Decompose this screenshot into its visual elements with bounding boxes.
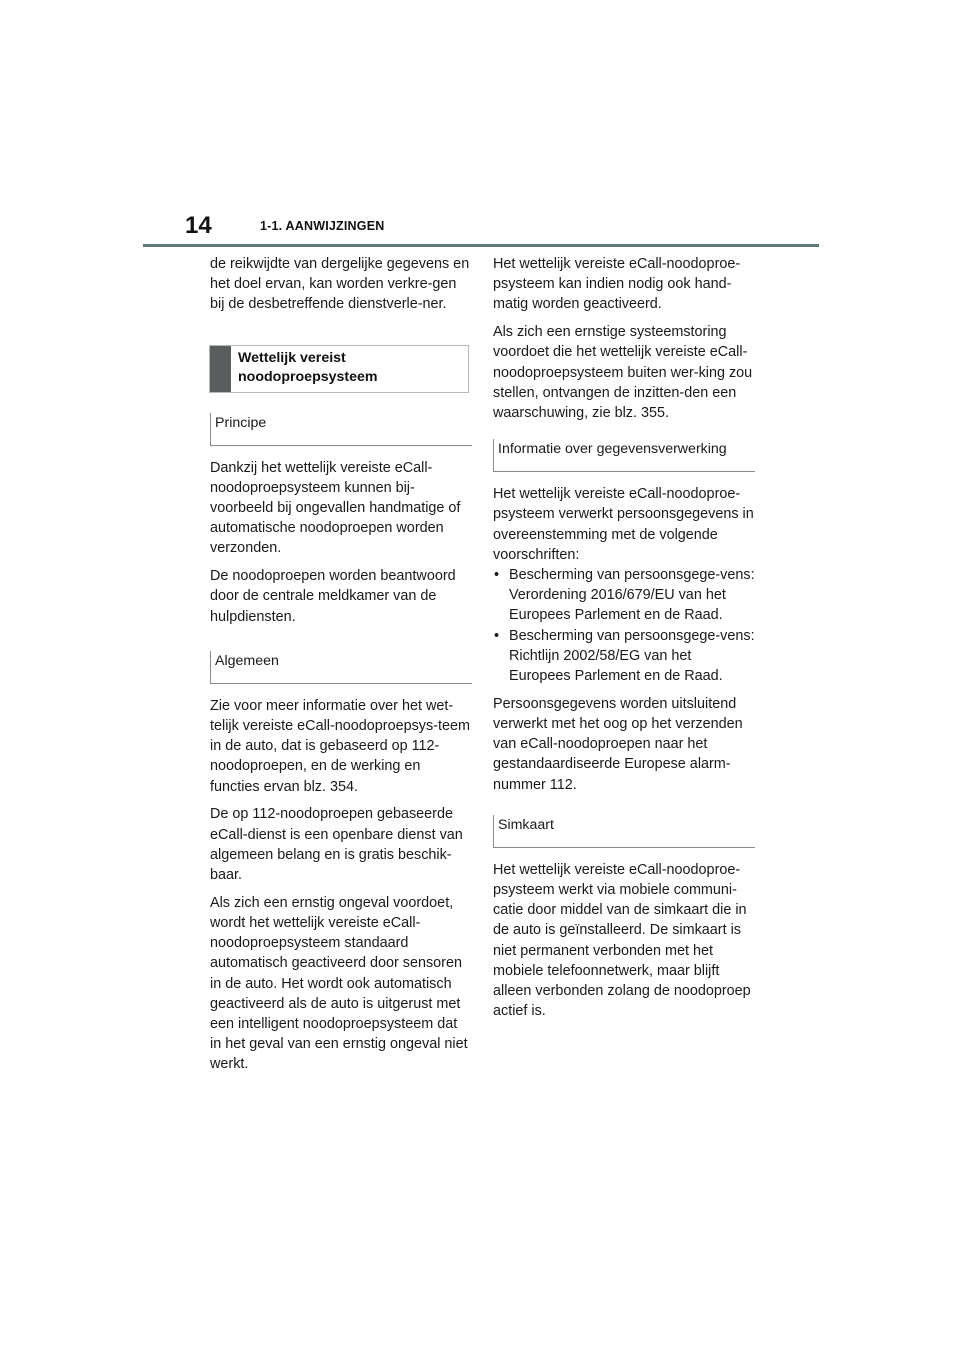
section-title: 1-1. AANWIJZINGEN [260,219,385,233]
subheading-label: Principe [215,414,267,431]
paragraph: Het wettelijk vereiste eCall-noodoproe-psysteem werkt via mobiele communi-catie door middel van de simkaart die in de auto is geïnstalleerd. De simkaart is niet permanent verbonden met het mobiele telefoonnetwerk, maar blijft alleen verbonden zolang de noodoproep actief is. [493,861,751,1020]
paragraph: Als zich een ernstig ongeval voordoet, wordt het wettelijk vereiste eCall-noodoproepsysteem standaard automatisch geactiveerd door sensoren in de auto. Het wordt ook automatisch geactiveerd als de auto is uitgerust met een intelligent noodoproepsysteem dat in het geval van een ernstig ongeval niet werkt. [210,894,468,1073]
subheading-label: Algemeen [215,652,279,669]
paragraph: Zie voor meer informatie over het wet-telijk vereiste eCall-noodoproepsys-teem in de auto, dat is gebaseerd op 112-noodoproepen, en de werking en functies ervan blz. 354. [210,697,470,795]
paragraph: Dankzij het wettelijk vereiste eCall-noodoproepsysteem kunnen bij-voorbeeld bij ongevallen handmatige of automatische noodoproepen worden verzonden. [210,459,461,557]
subheading-gegevensverwerking [493,439,755,472]
list-item: • Bescherming van persoonsgege-vens: Verordening 2016/679/EU van het Europees Parlement en de Raad. [493,565,755,626]
subheading-label: Informatie over gegevensverwerking [498,441,727,458]
list-item: • Bescherming van persoonsgege-vens: Richtlijn 2002/58/EG van het Europees Parlement en de Raad. [493,626,755,687]
paragraph: Het wettelijk vereiste eCall-noodoproe-psysteem kan indien nodig ook hand-matig worden geactiveerd. [493,256,741,313]
paragraph: Persoonsgegevens worden uitsluitend verwerkt met het oog op het verzenden van eCall-noodoproepen naar het gestandaardiseerde Europese alarm-nummer 112. [493,695,743,793]
paragraph: Het wettelijk vereiste eCall-noodoproe-psysteem verwerkt persoonsgegevens in overeenstemming met de volgende voorschriften: [493,486,754,563]
intro-paragraph: de reikwijdte van dergelijke gegevens en het doel ervan, kan worden verkre-gen bij de desbetreffende dienstverle-ner. [210,256,470,313]
paragraph: De noodoproepen worden beantwoord door de centrale meldkamer van de hulpdiensten. [210,568,456,625]
topic-title: Wettelijk vereist noodoproepsysteem [238,349,378,385]
paragraph: Als zich een ernstige systeemstoring voordoet die het wettelijk vereiste eCall-noodoproepsysteem buiten wer-king zou stellen, ontvangen de inzitten-den een waarschuwing, zie blz. 355. [493,324,753,422]
paragraph: De op 112-noodoproepen gebaseerde eCall-dienst is een openbare dienst van algemeen belang en is gratis beschik-baar. [210,806,463,884]
page-number: 14 [185,212,212,239]
subheading-principe [210,413,472,446]
subheading-simkaart [493,815,755,848]
right-column [493,254,755,1029]
topic-box [209,345,469,393]
bullet-list [493,565,755,686]
subheading-label: Simkaart [498,816,554,833]
topic-marker [210,346,231,392]
subheading-algemeen [210,651,472,684]
left-column [210,254,472,1082]
page-header [0,0,960,250]
header-rule [143,244,819,247]
